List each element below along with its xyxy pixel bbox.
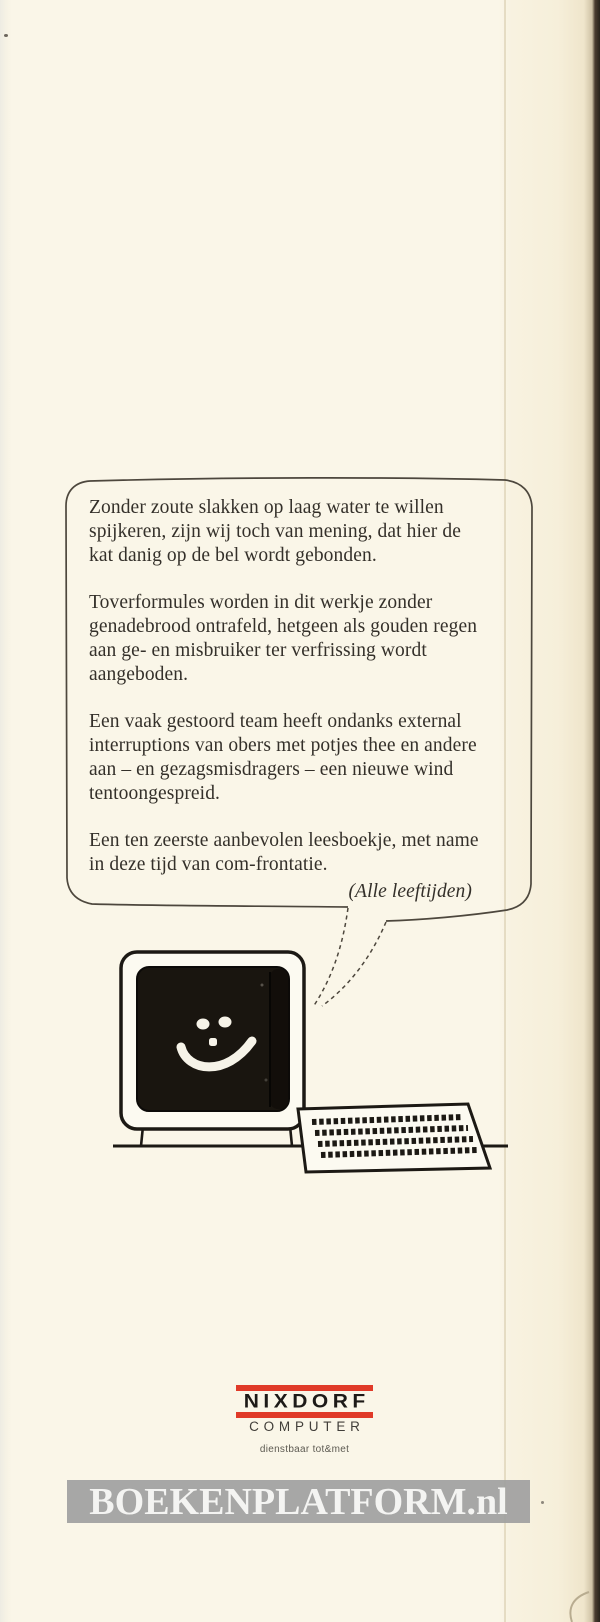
blurb-paragraph-1: Zonder zoute slakken op laag water te willen spijkeren, zijn wij toch van mening, dat hier de kat danig op de bel wordt gebonden. — [89, 497, 461, 566]
page-curl — [570, 1592, 589, 1622]
logo-subtitle: COMPUTER — [249, 1419, 365, 1434]
nixdorf-logo — [236, 1385, 373, 1455]
blurb-paragraph-3: Een vaak gestoord team heeft ondanks external interruptions van obers met potjes thee en andere aan – en gezagsmisdragers – een nieuwe wind tentoongespreid. — [89, 711, 477, 804]
logo-tagline: dienstbaar tot&met — [259, 1444, 350, 1455]
computer-keyboard-icon — [298, 1104, 490, 1172]
blurb-attribution: (Alle leeftijden) — [348, 881, 472, 902]
watermark-bar — [67, 1480, 530, 1523]
blurb-paragraph-4: Een ten zeerste aanbevolen leesboekje, met name in deze tijd van com-frontatie. — [89, 830, 479, 875]
blurb-paragraph-2: Toverformules worden in dit werkje zonder genadebrood ontrafeld, hetgeen als gouden regen aan ge- en misbruiker ter verfrissing wordt aangeboden. — [89, 592, 478, 685]
watermark-text: BOEKENPLATFORM.nl — [89, 1480, 508, 1523]
blurb-text — [89, 496, 486, 904]
logo-brand: NIXDORF — [243, 1390, 370, 1413]
logo-bar-bottom — [236, 1412, 373, 1418]
speech-bubble-tail-icon — [313, 908, 386, 1007]
